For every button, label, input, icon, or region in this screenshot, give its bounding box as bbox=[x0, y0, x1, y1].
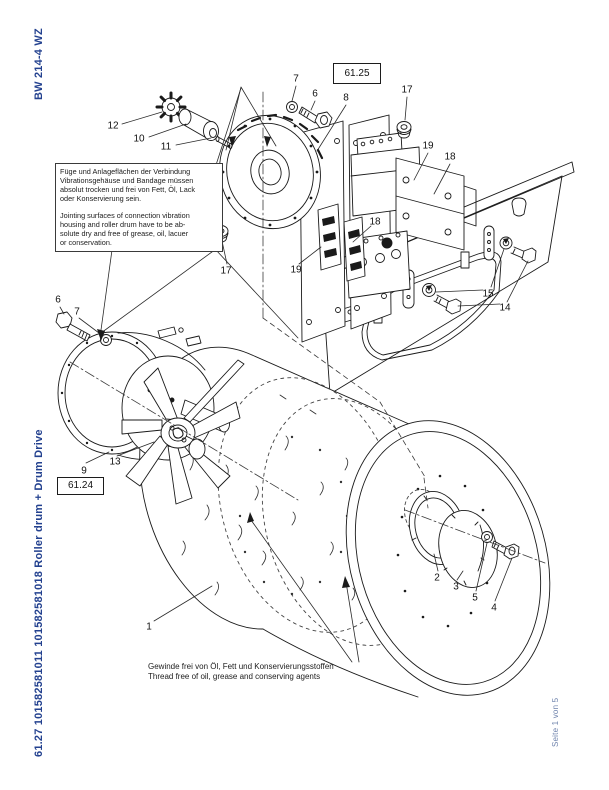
note-line: Jointing surfaces of connection vibration bbox=[60, 211, 190, 220]
page-indicator-vertical: Seite 1 von 5 bbox=[551, 697, 560, 747]
note-line: or conservation. bbox=[60, 238, 112, 247]
part-label-14: 14 bbox=[499, 302, 511, 314]
thread-note bbox=[148, 662, 334, 681]
part-label-7: 7 bbox=[293, 73, 299, 85]
vibration-housing-drawing bbox=[56, 312, 230, 460]
part-label-12: 12 bbox=[107, 120, 119, 132]
note-line: solute dry and free of grease, oil, lacuer bbox=[60, 229, 189, 238]
note-line: Vibrationsgehäuse und Bandage müssen bbox=[60, 176, 194, 185]
part-label-18: 18 bbox=[369, 216, 381, 228]
part-label-5: 5 bbox=[472, 592, 478, 604]
gear-parts-drawing bbox=[157, 93, 232, 149]
model-title-vertical: BW 214-4 WZ bbox=[33, 28, 45, 100]
note-english-lines bbox=[60, 211, 218, 247]
note-line: absolut trocken und frei von Fett, Öl, Lack bbox=[60, 185, 196, 194]
note-gap bbox=[60, 203, 218, 211]
part-label-9: 9 bbox=[81, 465, 87, 477]
bolt-6-top bbox=[299, 107, 332, 128]
part-label-7: 7 bbox=[74, 306, 80, 318]
part-label-18: 18 bbox=[444, 151, 456, 163]
part-label-6: 6 bbox=[312, 88, 318, 100]
note-line: housing and roller drum have to be ab- bbox=[60, 220, 186, 229]
part-label-1: 1 bbox=[146, 621, 152, 633]
bolt-6-left bbox=[56, 312, 90, 341]
thread-note-english: Thread free of oil, grease and conserving agents bbox=[148, 671, 321, 681]
part-label-11: 11 bbox=[160, 141, 172, 153]
note-german-lines bbox=[60, 167, 218, 203]
note-line: oder Konservierung sein. bbox=[60, 194, 142, 203]
washer-7-top bbox=[287, 102, 298, 113]
nut-17-right bbox=[397, 122, 411, 139]
ref-box-61-24: 61.24 bbox=[57, 477, 104, 495]
ref-box-61-25: 61.25 bbox=[333, 63, 381, 84]
part-label-13: 13 bbox=[109, 456, 121, 468]
part-label-8: 8 bbox=[343, 92, 349, 104]
part-label-15: 15 bbox=[482, 288, 494, 300]
part-label-19: 19 bbox=[422, 140, 434, 152]
washer-5 bbox=[482, 532, 493, 543]
part-label-17: 17 bbox=[401, 84, 413, 96]
part-label-2: 2 bbox=[434, 572, 440, 584]
note-line: Füge und Anlageflächen der Verbindung bbox=[60, 167, 191, 176]
part-label-3: 3 bbox=[453, 581, 459, 593]
thread-note-german: Gewinde frei von Öl, Fett und Konservierungsstoffen bbox=[148, 662, 334, 671]
jointing-note-box bbox=[55, 163, 223, 252]
part-label-17: 17 bbox=[220, 265, 232, 277]
section-title-vertical: 61.27 101582581011 101582581018 Roller drum + Drum Drive bbox=[33, 429, 45, 757]
part-label-10: 10 bbox=[133, 133, 145, 145]
part-label-6: 6 bbox=[55, 294, 61, 306]
part-label-4: 4 bbox=[491, 602, 497, 614]
part-label-19: 19 bbox=[290, 264, 302, 276]
